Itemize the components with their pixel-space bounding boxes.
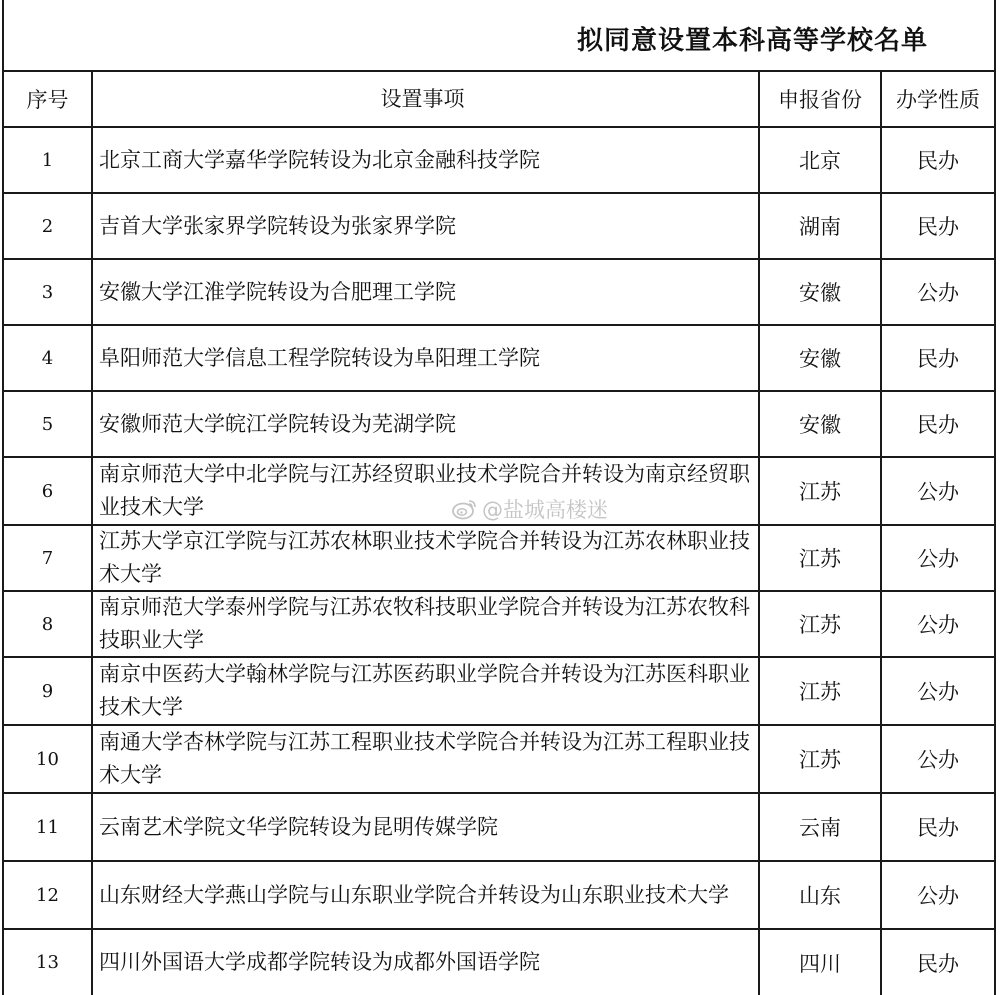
row-no: 7 [4,526,93,590]
row-item [93,458,760,524]
table-row [4,658,994,726]
row-province: 安徽 [760,326,882,390]
row-item-text: 北京工商大学嘉华学院转设为北京金融科技学院 [99,147,540,172]
weibo-icon [452,498,478,520]
table-row [4,194,994,260]
row-type: 民办 [917,951,959,976]
row-province: 江苏 [760,726,882,792]
row-province: 山东 [760,862,882,928]
row-no: 9 [4,658,93,724]
row-type: 公办 [917,480,959,504]
watermark-text: @盐城高楼迷 [482,498,608,522]
row-no: 5 [4,392,93,456]
row-province: 云南 [760,794,882,860]
row-item [93,930,760,995]
header-no: 序号 [4,72,93,126]
row-province: 北京 [760,128,882,192]
row-item-text: 江苏大学京江学院与江苏农林职业技术学院合并转设为江苏农林职业技术大学 [99,529,750,586]
row-no: 11 [4,794,93,860]
row-item-text: 安徽大学江淮学院转设为合肥理工学院 [99,279,456,304]
row-item [93,326,760,390]
row-type: 公办 [917,680,959,704]
row-item [93,658,760,724]
row-item [93,128,760,192]
row-no: 6 [4,458,93,524]
row-item-text: 阜阳师范大学信息工程学院转设为阜阳理工学院 [99,345,540,370]
row-type: 民办 [917,149,959,173]
row-province: 四川 [760,930,882,995]
row-item [93,862,760,928]
table-row [4,794,994,862]
row-item-text: 安徽师范大学皖江学院转设为芜湖学院 [99,411,456,436]
row-province: 安徽 [760,392,882,456]
row-item [93,526,760,590]
header-type: 办学性质 [896,88,980,112]
row-no: 4 [4,326,93,390]
row-type: 民办 [917,413,959,437]
row-item [93,726,760,792]
row-item [93,392,760,456]
table-row [4,260,994,326]
row-item-text: 云南艺术学院文华学院转设为昆明传媒学院 [99,814,498,839]
table-row [4,592,994,658]
row-item-text: 南京中医药大学翰林学院与江苏医药职业学院合并转设为江苏医科职业技术大学 [99,662,750,719]
row-item-text: 南通大学杏林学院与江苏工程职业技术学院合并转设为江苏工程职业技术大学 [99,730,750,787]
table-row [4,128,994,194]
row-item [93,592,760,656]
row-item-text: 四川外国语大学成都学院转设为成都外国语学院 [99,950,540,974]
row-no: 12 [4,862,93,928]
header-province: 申报省份 [760,72,882,126]
row-item [93,794,760,860]
table-row [4,726,994,794]
row-item-text: 吉首大学张家界学院转设为张家界学院 [99,213,456,238]
table-row [4,862,994,930]
header-item: 设置事项 [93,72,760,126]
table-row [4,326,994,392]
row-province: 江苏 [760,458,882,524]
row-no: 8 [4,592,93,656]
row-item [93,260,760,324]
row-province: 江苏 [760,592,882,656]
row-type: 公办 [917,884,959,908]
row-type: 公办 [917,613,959,637]
row-no: 1 [4,128,93,192]
row-province: 安徽 [760,260,882,324]
row-item-text: 南京师范大学泰州学院与江苏农牧科技职业学院合并转设为江苏农牧科技职业大学 [99,595,750,652]
table-row [4,392,994,458]
watermark [452,494,608,524]
title-row [4,0,994,72]
row-province: 湖南 [760,194,882,258]
row-type: 民办 [917,347,959,371]
row-no: 10 [4,726,93,792]
row-type: 公办 [917,281,959,305]
row-no: 2 [4,194,93,258]
row-item-text: 山东财经大学燕山学院与山东职业学院合并转设为山东职业技术大学 [99,882,729,907]
row-type: 民办 [917,816,959,840]
row-no: 13 [4,930,93,995]
row-type: 民办 [917,215,959,239]
row-type: 公办 [917,547,959,571]
row-item-text: 南京师范大学中北学院与江苏经贸职业技术学院合并转设为南京经贸职业技术大学 [99,462,750,519]
table-row [4,526,994,592]
table-row [4,930,994,995]
row-type: 公办 [917,748,959,772]
row-province: 江苏 [760,658,882,724]
row-province: 江苏 [760,526,882,590]
page-title: 拟同意设置本科高等学校名单 [576,26,928,56]
row-item [93,194,760,258]
table-header-row [4,72,994,128]
row-no: 3 [4,260,93,324]
